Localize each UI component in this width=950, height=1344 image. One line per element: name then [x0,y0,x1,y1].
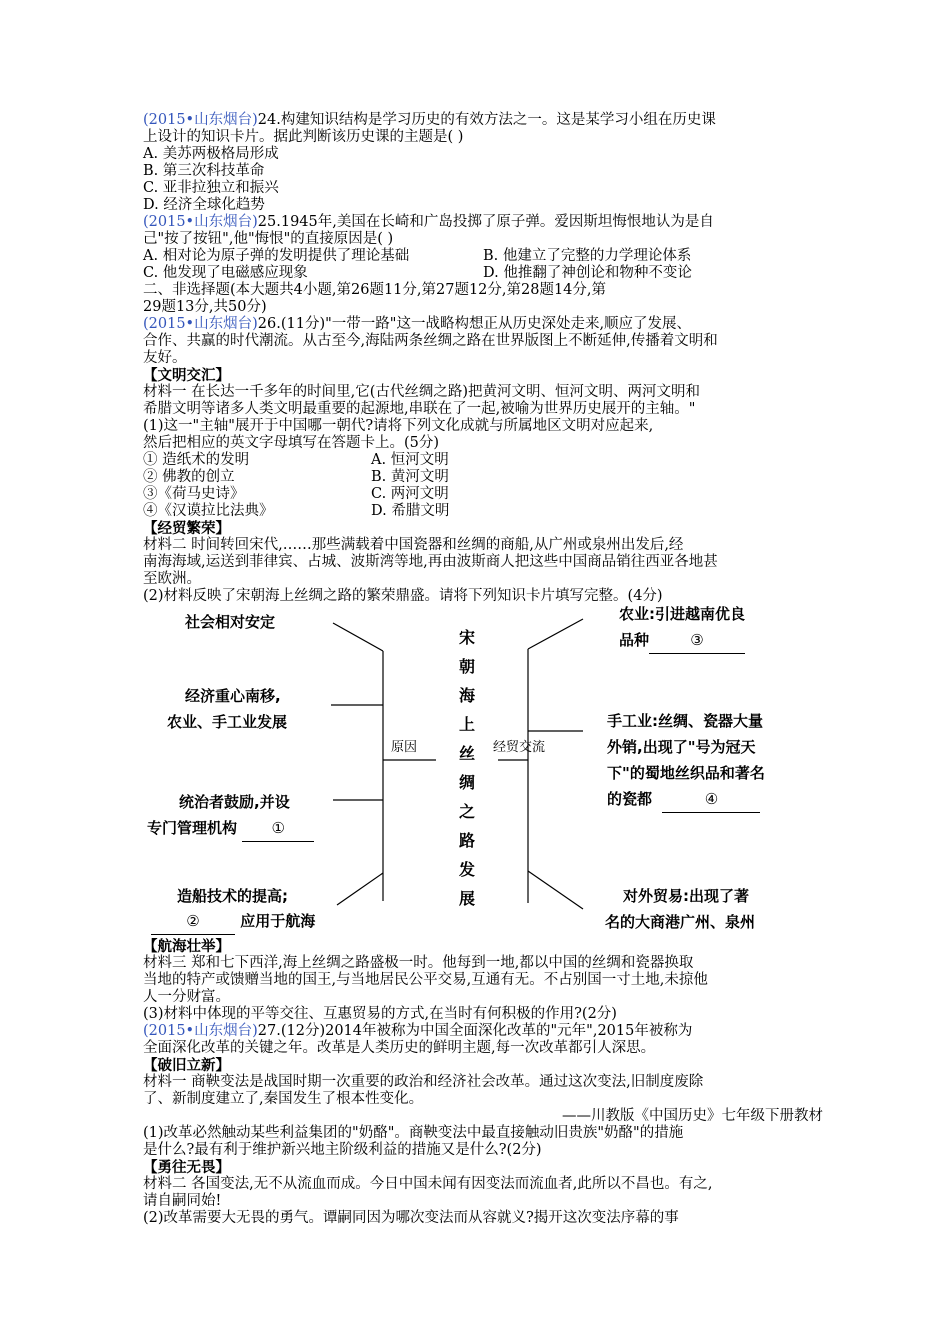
q26-sub1-line1: (1)这一"主轴"展开于中国哪一朝代?请将下列文化成就与所属地区文明对应起来, [143,418,654,434]
material2-line1: 材料二 时间转回宋代,……那些满载着中国瓷器和丝绸的商船,从广州或泉州出发后,经 [143,537,684,553]
match-row-3: ③《荷马史诗》 C. 两河文明 [143,486,449,502]
trade-handicraft-line4: 的瓷都 ④ [607,786,760,813]
trade-foreign-line2: 名的大商港广州、泉州 [605,913,756,931]
q27-material1-line1: 材料一 商鞅变法是战国时期一次重要的政治和经济社会改革。通过这次变法,旧制度废除 [143,1074,704,1090]
match-row-4: ④《汉谟拉比法典》 D. 希腊文明 [143,503,450,519]
q27-line2: 全面深化改革的关键之年。改革是人类历史的鲜明主题,每一次改革都引人深思。 [143,1040,656,1056]
cause-shipbuilding-line1: 造船技术的提高; [177,887,288,905]
section2-line1: 二、非选择题(本大题共4小题,第26题11分,第27题12分,第28题14分,第 [143,282,607,298]
q27-material2-line2: 请自嗣同始! [143,1193,222,1209]
q27-line1: (2015•山东烟台)27.(12分)2014年被称为中国全面深化改革的"元年",2015年被称为 [143,1023,693,1039]
diagram-label-trade: 经贸交流 [493,740,546,755]
trade-handicraft-line2: 外销,出现了"号为冠天 [607,738,756,756]
q26-line1: (2015•山东烟台)26.(11分)"一带一路"这一战略构想正从历史深处走来,顺应了发展、 [143,316,692,332]
trade-handicraft-line1: 手工业:丝绸、瓷器大量 [607,712,763,730]
q26-line3: 友好。 [143,350,187,366]
material1-line1: 材料一 在长达一千多年的时间里,它(古代丝绸之路)把黄河文明、恒河文明、两河文明和 [143,384,701,400]
blank-1[interactable]: ① [242,815,314,842]
q24-option-b: B. 第三次科技革命 [143,163,265,179]
trade-foreign-line1: 对外贸易:出现了著 [623,887,749,905]
q27-source: (2015•山东烟台) [143,1023,258,1039]
cause-social-stability: 社会相对安定 [185,613,276,631]
q25-source: (2015•山东烟台) [143,214,258,230]
heading-hanghai: 【航海壮举】 [143,938,230,955]
q26-line2: 合作、共赢的时代潮流。从古至今,海陆两条丝绸之路在世界版图上不断延伸,传播着文明和 [143,333,718,349]
blank-4[interactable]: ④ [662,786,760,813]
q25-option-b: B. 他建立了完整的力学理论体系 [483,248,692,264]
heading-pojiu: 【破旧立新】 [143,1057,230,1074]
trade-handicraft-line3: 下"的蜀地丝织品和著名 [607,764,765,782]
q25-line1: (2015•山东烟台)25.1945年,美国在长崎和广岛投掷了原子弹。爱因斯坦悔恨地认为是自 [143,214,714,230]
blank-3[interactable]: ③ [649,627,745,654]
match-row-1: ① 造纸术的发明 A. 恒河文明 [143,452,449,468]
section2-line2: 29题13分,共50分) [143,299,267,315]
q27-citation: ——川教版《中国历史》七年级下册教材 [562,1108,823,1124]
material2-line2: 南海海域,运送到菲律宾、占城、波斯湾等地,再由波斯商人把这些中国商品销往西亚各地甚 [143,554,718,570]
q26-source: (2015•山东烟台) [143,316,258,332]
blank-2[interactable]: ② [151,908,235,935]
heading-wenming: 【文明交汇】 [143,367,230,384]
q24-line2: 上设计的知识卡片。据此判断该历史课的主题是( ) [143,129,464,145]
q26-sub2: (2)材料反映了宋朝海上丝绸之路的繁荣鼎盛。请将下列知识卡片填写完整。(4分) [143,588,663,604]
material1-line2: 希腊文明等诸多人类文明最重要的起源地,串联在了一起,被喻为世界历史展开的主轴。" [143,401,696,417]
q24-line1: (2015•山东烟台)24.构建知识结构是学习历史的有效方法之一。这是某学习小组在历史课 [143,112,716,128]
cause-economy-line2: 农业、手工业发展 [167,713,288,731]
heading-jingmao: 【经贸繁荣】 [143,520,230,537]
q25-option-c: C. 他发现了电磁感应现象 [143,265,308,281]
trade-agriculture-line1: 农业:引进越南优良 [619,605,745,623]
q27-sub2: (2)改革需要大无畏的勇气。谭嗣同因为哪次变法而从容就义?揭开这次变法序幕的事 [143,1210,679,1226]
diagram-label-cause: 原因 [391,740,418,755]
diagram-center-title: 宋 朝 海 上 丝 绸 之 路 发 展 [458,628,475,908]
q26-sub1-line2: 然后把相应的英文字母填写在答题卡上。(5分) [143,435,440,451]
q25-option-d: D. 他推翻了神创论和物种不变论 [483,265,692,281]
q24-option-d: D. 经济全球化趋势 [143,197,265,213]
match-row-2: ② 佛教的创立 B. 黄河文明 [143,469,449,485]
q25-option-a: A. 相对论为原子弹的发明提供了理论基础 [143,248,410,264]
heading-yongwang: 【勇往无畏】 [143,1159,230,1176]
material2-line3: 至欧洲。 [143,571,201,587]
q24-source: (2015•山东烟台) [143,112,258,128]
cause-economy-line1: 经济重心南移, [185,687,281,705]
q24-option-c: C. 亚非拉独立和振兴 [143,180,279,196]
q27-sub1-line1: (1)改革必然触动某些利益集团的"奶酪"。商鞅变法中最直接触动旧贵族"奶酪"的措施 [143,1125,684,1141]
q25-line2: 己"按了按钮",他"悔恨"的直接原因是( ) [143,231,394,247]
cause-ruler-line2: 专门管理机构 ① [147,815,314,842]
material3-line3: 人一分财富。 [143,989,230,1005]
q25-options-cd [143,265,823,282]
cause-shipbuilding-line2: ② 应用于航海 [151,908,315,935]
q25-options-ab [143,248,823,265]
material3-line1: 材料三 郑和七下西洋,海上丝绸之路盛极一时。他每到一地,都以中国的丝绸和瓷器换取 [143,955,694,971]
q26-sub3: (3)材料中体现的平等交往、互惠贸易的方式,在当时有何积极的作用?(2分) [143,1006,617,1022]
trade-agriculture-line2: 品种 ③ [619,627,745,654]
material3-line2: 当地的特产或馈赠当地的国王,与当地居民公平交易,互通有无。不占别国一寸土地,未掠他 [143,972,708,988]
q27-sub1-line2: 是什么?最有利于维护新兴地主阶级利益的措施又是什么?(2分) [143,1142,542,1158]
q24-option-a: A. 美苏两极格局形成 [143,146,279,162]
q27-material1-line2: 了、新制度建立了,秦国发生了根本性变化。 [143,1091,424,1107]
cause-ruler-line1: 统治者鼓励,并设 [179,793,290,811]
knowledge-card-diagram [143,601,823,938]
exam-page-top [143,112,823,605]
exam-page-bottom [143,938,823,1227]
q27-material2-line1: 材料二 各国变法,无不从流血而成。今日中国未闻有因变法而流血者,此所以不昌也。有之, [143,1176,713,1192]
